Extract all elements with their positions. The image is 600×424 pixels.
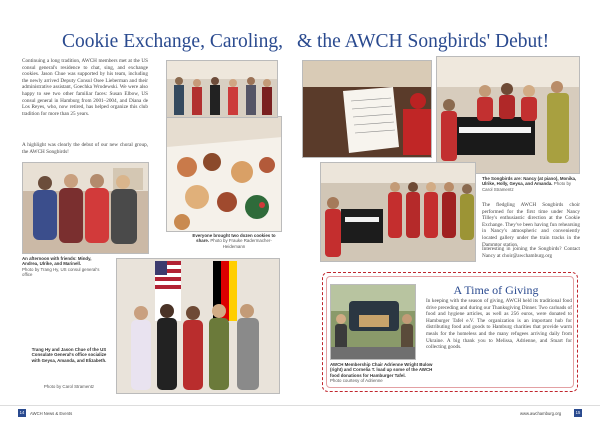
caption-giving-bold: AWCH Membership Chair Adrienne Wright Bulow (right) and Cornelia T. load up some of the AWCH food donations for Hamburger Tafel.: [330, 362, 433, 378]
photo-cookies: [166, 116, 282, 232]
songbirds-text: The fledgling AWCH Songbirds choir performed for the first time under Nancy Tilley's enthusiastic direction at the Cookie Exchange. They've been having fun rehearsing in Nancy's atmospheric and conveniently located gallery under the train tracks in the Dammtor station.: [482, 202, 580, 248]
caption-friends-bold: An afternoon with friends: Mindy, Andrea, Ulrike, and Marinell.: [22, 256, 92, 267]
caption-friends: [22, 256, 106, 286]
photo-sheet-music: [302, 60, 432, 158]
caption-giving: [330, 362, 440, 388]
caption-songbirds: [482, 176, 580, 202]
caption-consulate-credit: Photo by Carol Stramentz: [43, 384, 95, 389]
caption-songbirds-credit: Photo by Carol Stramentz: [482, 181, 572, 192]
caption-songbirds-bold: The Songbirds are: Nancy (at piano), Monika, Ulrike, Holly, Geysa, and Amanda.: [482, 176, 577, 187]
giving-title: A Time of Giving: [453, 283, 539, 297]
footer-rule: [0, 405, 600, 406]
caption-cookies-bold: Everyone brought two dozen cookies to share.: [192, 233, 276, 244]
photo-songbirds: [320, 162, 476, 262]
caption-consulate: [28, 347, 110, 381]
left-page-number: 14: [19, 410, 25, 415]
title-part-2: & the AWCH Songbirds' Debut!: [296, 31, 550, 52]
intro-text: Continuing a long tradition, AWCH members met at the US consul general's residence to chat, sing, and exchange cookies. Jason Chue was supported by his team, including the newly arrived Deputy Consul Osee Lieberman and their administrative assistant, Goechka Wrodewski. We were also happy to see two other familiar faces: Susan Elbow, US consul general in Hamburg from 2001–2004, and Diana de Los Reyes, who, now retired, has helped organize this club tradition for more than 25 years.: [22, 58, 148, 117]
caption-consulate-credit-box: [28, 384, 110, 390]
songbirds-join-text: Interesting in joining the Songbirds? Contact Nancy at choir@awchamburg.org: [482, 246, 580, 259]
right-footer-label[interactable]: www.awchamburg.org: [520, 411, 562, 416]
photo-consulate: [116, 258, 280, 394]
giving-text: In keeping with the season of giving, AWCH held its traditional food drive preceding and during our Thanksgiving Dinner. Two carloads of food and hygiene articles, as well as 256 euros, were donated to Hamburger Tafel e.V. The organization is an important hub for distributing food and goods to Hamburg charities that provide warm meals for the homeless and the many refugees arriving daily from Ukraine. A big thank you to Melissa, Adrienne, and Stuart for collecting goods.: [426, 298, 572, 351]
photo-piano-singers: [436, 56, 580, 174]
photo-food-donations: [330, 284, 416, 360]
highlight-text: A highlight was clearly the debut of our new choral group, the AWCH Songbirds!: [22, 142, 148, 155]
caption-friends-credit: Photo by Trang Hy, US consul general's office: [22, 266, 100, 278]
caption-giving-credit: Photo courtesy of Adrienne: [330, 378, 383, 384]
caption-cookies: [186, 233, 282, 247]
article-title: [62, 31, 562, 55]
title-part-1: Cookie Exchange, Caroling,: [62, 31, 283, 52]
left-footer-label: AWCH News & Events: [30, 411, 73, 416]
photo-gathering: [166, 60, 278, 118]
page-footer: [0, 405, 600, 424]
caption-cookies-credit: Photo by Frauke Radermacher-Heidemann: [210, 238, 272, 249]
right-page-number: 15: [575, 410, 581, 415]
caption-consulate-bold: Trang Hy and Jason Chue of the US Consulate General's office socialize with Geysa, Amanda, and Elizabeth.: [31, 347, 107, 363]
photo-friends: [22, 162, 149, 254]
